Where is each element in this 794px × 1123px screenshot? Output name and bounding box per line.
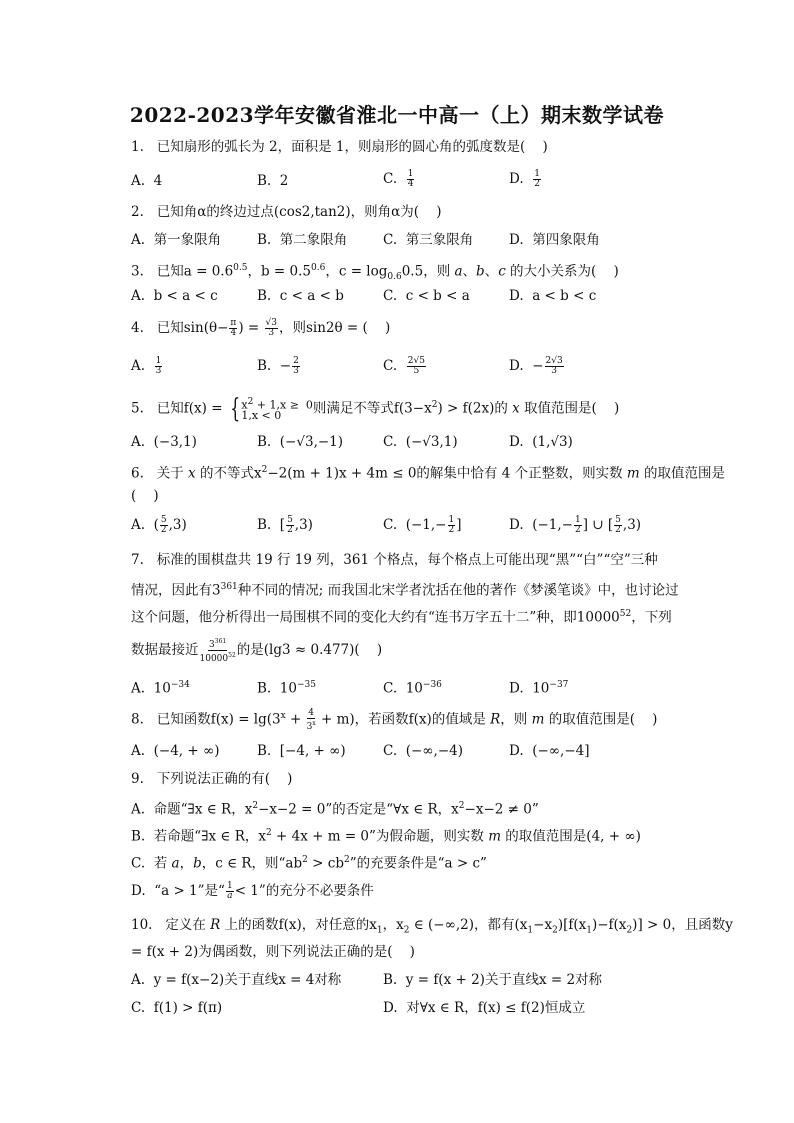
q3-option-c: C. c < b < a: [383, 288, 470, 304]
q7-option-a: A. $10^{-34}$: [131, 680, 190, 697]
question-7-stem-2: 情况，因此有$3^{361}$种不同的情况; 而我国北宋学者沈括在他的著作《梦溪笔谈》中，也讨论过: [131, 582, 679, 599]
q4-option-b: B. − $\frac{2}{3}$: [257, 356, 299, 376]
q7-option-c: C. $10^{-36}$: [383, 680, 442, 697]
q7-option-d: D. $10^{-37}$: [509, 680, 569, 697]
q2-option-b: B. 第二象限角: [257, 232, 348, 248]
q8-option-d: D. (−∞,−4]: [509, 743, 590, 759]
question-4-stem: 4. 已知sin(θ− $\frac{\pi}{4}$ ) = $\frac{√3}{3}$ ，则sin2θ = ( ): [131, 318, 391, 338]
q10-option-b: B. y = f(x + 2)关于直线x = 2对称: [383, 972, 603, 988]
question-7-stem-3: 这个问题，他分析得出一局围棋不同的变化大约有“连书万字五十二”种，即10000$^{52}$，下列: [131, 609, 672, 626]
exam-title: 2022-2023学年安徽省淮北一中高一（上）期末数学试卷: [129, 103, 665, 127]
question-7-stem: 7. 标准的围棋盘共 19 行 19 列，361 个格点，每个格点上可能出现“黑”“白”“空”三种: [131, 552, 658, 568]
q8-option-a: A. (−4, + ∞): [131, 743, 220, 759]
q3-option-d: D. a < b < c: [509, 288, 597, 304]
q1-option-b: B. 2: [257, 173, 289, 189]
q1-option-a: A. 4: [131, 173, 163, 189]
q5-option-c: C. (−√3,1): [383, 434, 458, 450]
q1-option-c: C. $\frac{1}{4}$: [383, 169, 414, 189]
q10-option-d: D. 对∀x ∈ R，f(x) ≤ f(2)恒成立: [383, 1000, 586, 1016]
q8-option-c: C. (−∞,−4): [383, 743, 464, 759]
q9-option-d: D. “a > 1”是“ $\frac{1}{a}$ < 1”的充分不必要条件: [131, 881, 374, 901]
q10-option-c: C. f(1) > f(π): [131, 1000, 223, 1016]
q1-option-d: D. $\frac{1}{2}$: [509, 169, 540, 189]
q2-option-d: D. 第四象限角: [509, 232, 600, 248]
q8-option-b: B. [−4, + ∞): [257, 743, 346, 759]
q4-option-d: D. − $\frac{2√3}{3}$: [509, 356, 563, 376]
question-10-stem-2: = f(x + 2)为偶函数，则下列说法正确的是( ): [131, 944, 415, 960]
q10-option-a: A. y = f(x−2)关于直线x = 4对称: [131, 972, 342, 988]
question-1-stem: 1. 已知扇形的弧长为 2，面积是 1，则扇形的圆心角的弧度数是( ): [131, 139, 548, 155]
q2-option-a: A. 第一象限角: [131, 232, 222, 248]
q6-option-b: B. [ $\frac{5}{2}$ ,3): [257, 515, 313, 535]
question-3-stem: 3. 已知$a = 0.6^{0.5}$，$b = 0.5^{0.6}$，$c = \log_{0.6}0.5$，则 a、b、c 的大小关系为( ): [131, 263, 619, 283]
question-9-stem: 9. 下列说法正确的有( ): [131, 771, 293, 787]
q6-option-d: D. (−1,− $\frac{1}{2}$ ] ∪ [ $\frac{5}{2}$ ,3): [509, 515, 642, 535]
q3-option-b: B. c < a < b: [257, 288, 344, 304]
q2-option-c: C. 第三象限角: [383, 232, 474, 248]
q9-option-c: C. 若 a，b，c ∈ R，则“$ab^2 > cb^2$”的充要条件是“a > c”: [131, 855, 487, 872]
q7-option-b: B. $10^{-35}$: [257, 680, 316, 697]
question-5-stem: 5. 已知f(x) = { $x^2 + 1,x \ge 0$ 1,x < 0 则满足不等式$f(3-x^2) > f(2x)$的 x 取值范围是( ): [131, 394, 620, 424]
q5-option-a: A. (−3,1): [131, 434, 197, 450]
question-10-stem: 10. 定义在 R 上的函数f(x)，对任意的$x_1$，$x_2$ ∈ (−∞,2)，都有$(x_1-x_2)[f(x_1)-f(x_2)] > 0$，且函数y: [131, 917, 733, 936]
question-8-stem: 8. 已知函数$f(x) = \lg(3^x$ + $\frac{4}{3^x}$ + m)，若函数f(x)的值域是 R，则 m 的取值范围是( ): [131, 707, 658, 732]
q9-option-b: B. 若命题“∃x ∈ R，$x^2 + 4x + m = 0$”为假命题，则实数 m 的取值范围是(4, + ∞): [131, 828, 641, 845]
question-7-stem-4: 数据最接近 $\frac{3^{361}}{10000^{52}}$ 的是(lg3 ≈ 0.477)( ): [131, 638, 383, 664]
question-2-stem: 2. 已知角α的终边过点(cos2,tan2)，则角α为( ): [131, 204, 442, 220]
q4-option-c: C. $\frac{2√5}{5}$: [383, 356, 425, 376]
question-6-stem-cont: ( ): [131, 488, 159, 504]
q9-option-a: A. 命题“∃x ∈ R，$x^2-x-2 = 0$”的否定是“∀x ∈ R，$x^2-x-2 \ne 0$”: [131, 801, 539, 818]
question-6-stem: 6. 关于 x 的不等式$x^2-2(m + 1)x + 4m \le 0$的解集中恰有 4 个正整数，则实数 m 的取值范围是: [131, 465, 725, 482]
q5-option-d: D. (1,√3): [509, 434, 573, 450]
q4-option-a: A. $\frac{1}{3}$: [131, 356, 162, 376]
q6-option-c: C. (−1,− $\frac{1}{2}$ ]: [383, 515, 462, 535]
q3-option-a: A. b < a < c: [131, 288, 218, 304]
q5-option-b: B. (−√3,−1): [257, 434, 344, 450]
q6-option-a: A. ( $\frac{5}{2}$ ,3): [131, 515, 187, 535]
